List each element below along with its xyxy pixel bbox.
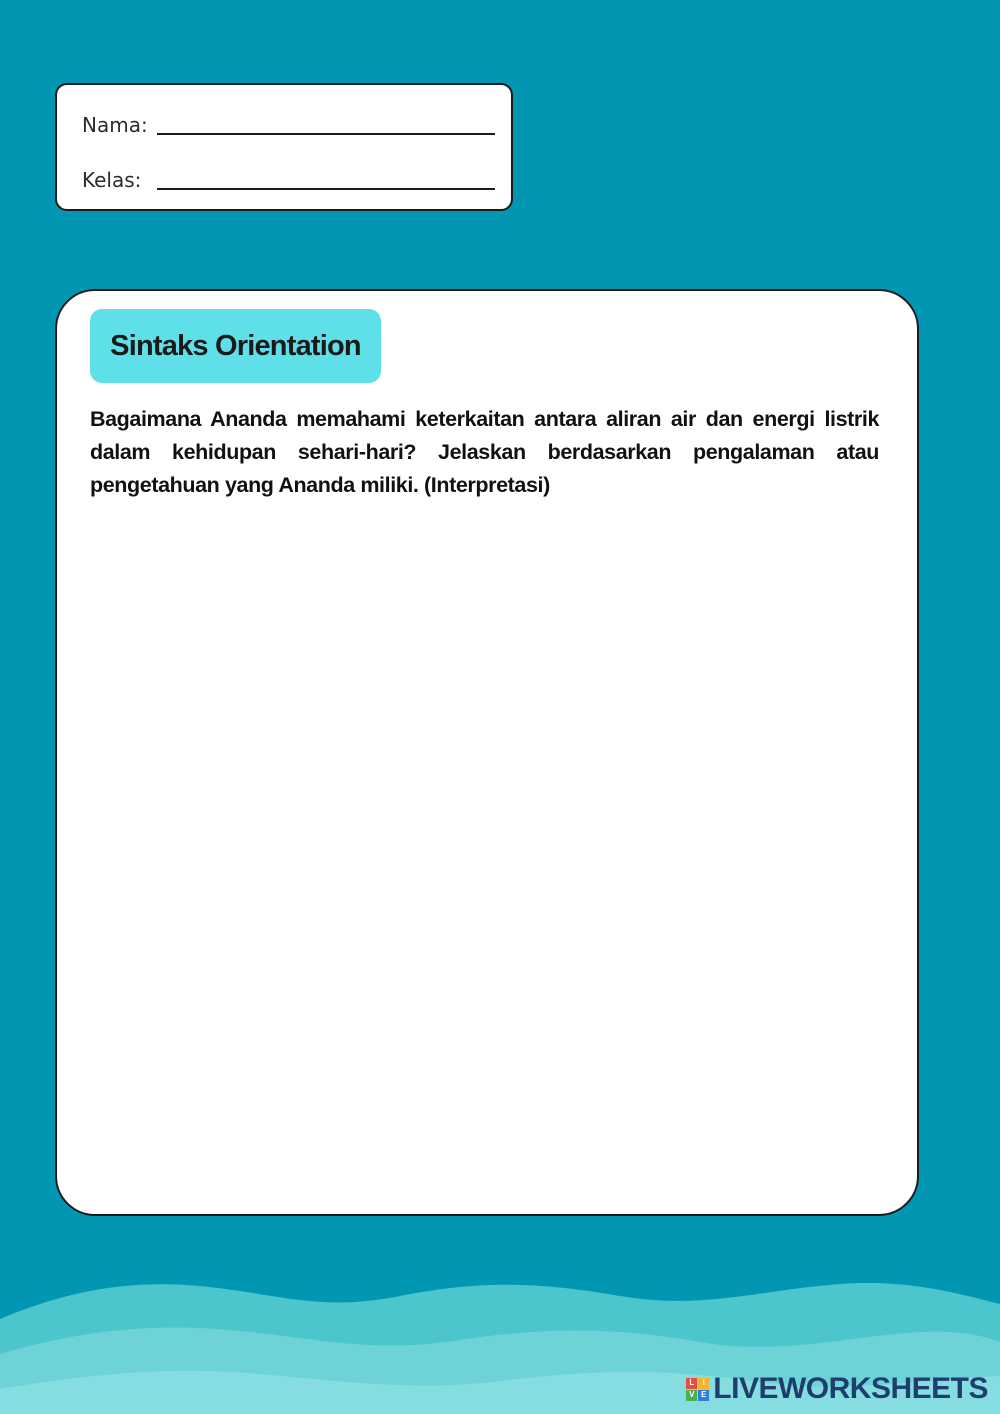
answer-area[interactable] bbox=[90, 521, 879, 1174]
brand-text: LIVEWORKSHEETS bbox=[713, 1372, 988, 1405]
liveworksheets-brand[interactable] bbox=[686, 1372, 988, 1406]
logo-letter-i: I bbox=[698, 1378, 709, 1389]
logo-letter-v: V bbox=[686, 1390, 697, 1401]
question-card bbox=[55, 289, 919, 1216]
logo-letter-l: L bbox=[686, 1378, 697, 1389]
name-row bbox=[82, 107, 495, 137]
name-input-line[interactable] bbox=[157, 133, 495, 135]
liveworksheets-logo-icon bbox=[686, 1378, 709, 1401]
student-info-card bbox=[55, 83, 513, 211]
class-label: Kelas: bbox=[82, 168, 142, 192]
question-text: Bagaimana Ananda memahami keterkaitan antara aliran air dan energi listrik dalam kehidupan sehari-hari? Jelaskan berdasarkan pengalaman atau pengetahuan yang Ananda miliki. (Interpretasi) bbox=[90, 407, 879, 497]
name-label: Nama: bbox=[82, 113, 148, 137]
class-row bbox=[82, 162, 495, 192]
class-input-line[interactable] bbox=[157, 188, 495, 190]
logo-letter-e: E bbox=[698, 1390, 709, 1401]
section-title: Sintaks Orientation bbox=[90, 309, 381, 383]
